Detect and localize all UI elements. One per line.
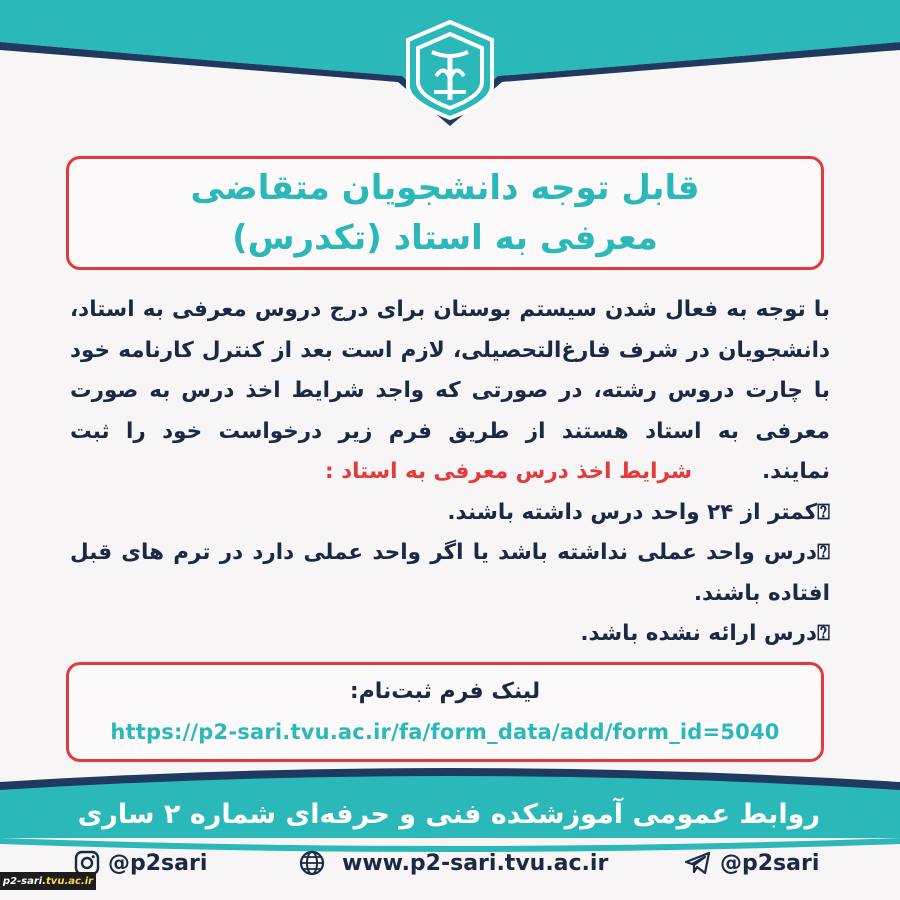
site-watermark: p2-sari. tvu.ac.ir (0, 872, 96, 890)
website-url: www.p2-sari.tvu.ac.ir (342, 850, 609, 876)
announcement-title-box (66, 156, 824, 270)
intro-text: با توجه به فعال شدن سیستم بوستان برای درج دروس معرفی به استاد، دانشجویان در شرف فارغ‌التحصیلی، لازم است بعد از کنترل کارنامه خود با چارت دروس رشته، در صورتی که واجد شرایط اخذ درس به صورت معرفی به استاد هستند از طریق فرم زیر درخواست خود را ثبت نمایند. (70, 297, 830, 484)
announcement-body (70, 290, 830, 655)
website-contact[interactable] (298, 843, 608, 883)
bullet-icon: ⍰ (817, 499, 830, 525)
title-line-2: معرفی به استاد (تکدرس) (232, 218, 658, 258)
condition-item: ⍰کمتر از ۲۴ واحد درس داشته باشند. (447, 499, 830, 525)
conditions-heading: شرایط اخذ درس معرفی به استاد : (324, 459, 692, 484)
globe-icon (298, 849, 326, 877)
telegram-handle: @p2sari (720, 850, 820, 876)
registration-form-link[interactable]: https://p2-sari.tvu.ac.ir/fa/form_data/add/form_id=5040 (110, 720, 780, 744)
bullet-icon: ⍰ (817, 540, 830, 565)
instagram-handle: @p2sari (108, 850, 208, 876)
intro-paragraph (70, 290, 830, 493)
bullet-icon: ⍰ (817, 621, 830, 646)
telegram-contact[interactable] (684, 843, 819, 883)
book-seal-logo-icon (404, 20, 496, 120)
link-label: لینک فرم ثبت‌نام: (349, 679, 541, 704)
footer-title: روابط عمومی آموزشکده فنی و حرفه‌ای شماره ۲ ساری (77, 799, 820, 830)
telegram-icon (684, 850, 712, 876)
title-line-1: قابل توجه دانشجویان متقاضی (190, 168, 700, 208)
condition-item: ⍰درس ارائه نشده باشد. (580, 621, 830, 646)
condition-item: ⍰درس واحد عملی نداشته باشد یا اگر واحد عملی دارد در ترم های قبل افتاده باشند. (70, 540, 830, 606)
registration-link-box (66, 662, 824, 762)
